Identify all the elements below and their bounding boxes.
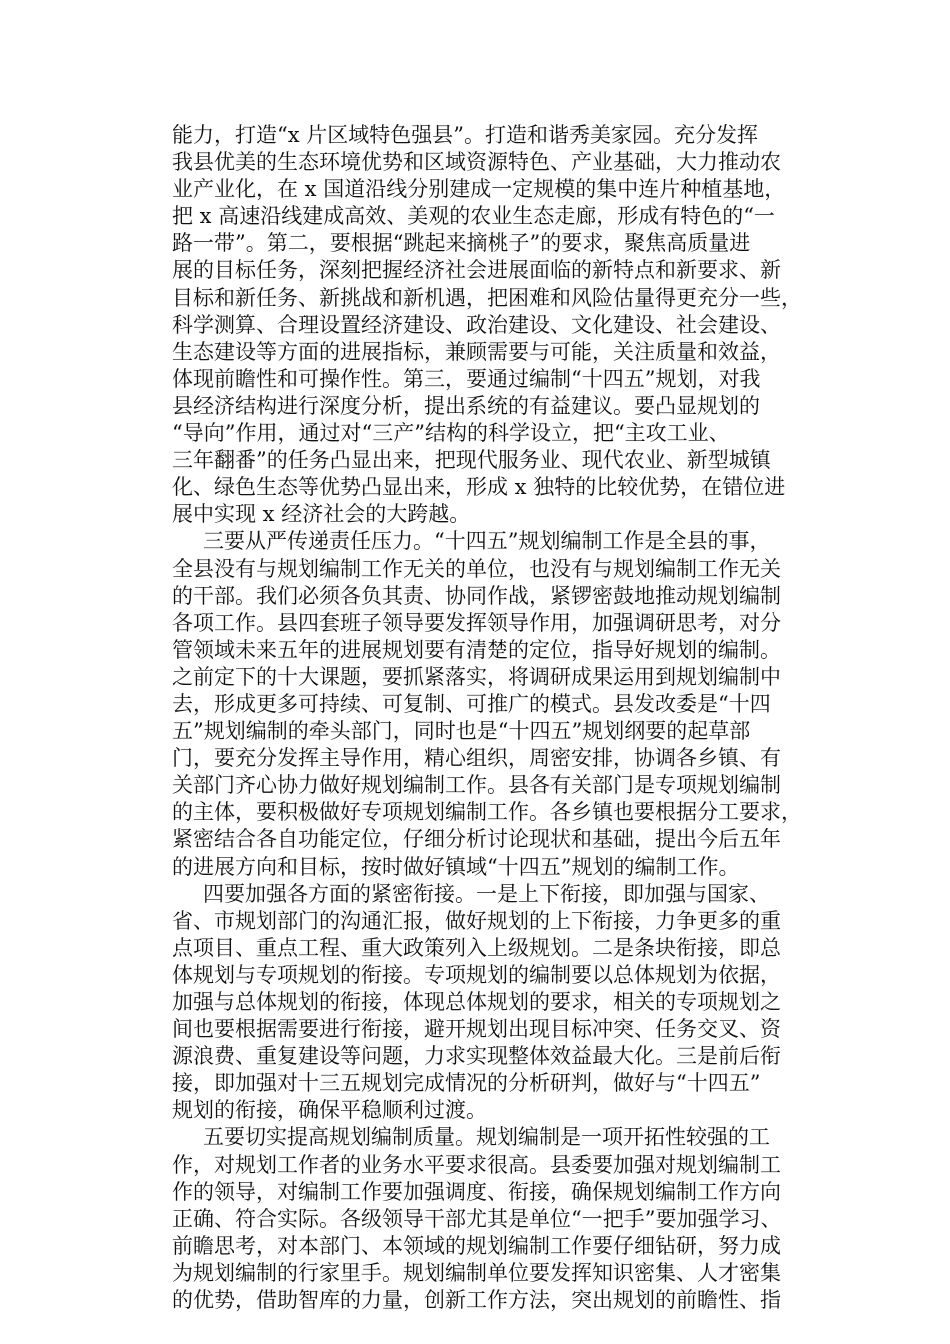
text-line: 展的目标任务，深刻把握经济社会进展面临的新特点和新要求、新	[172, 258, 781, 283]
text-line: 去，形成更多可持续、可复制、可推广的模式。县发改委是“十四	[172, 691, 771, 716]
text-line: 三要从严传递责任压力。“十四五”规划编制工作是全县的事，	[203, 529, 771, 554]
document-body	[172, 122, 805, 1314]
text-line: 的干部。我们必须各负其责、协同作战，紧锣密鼓地推动规划编制	[172, 583, 781, 608]
text-line: 能力，打造“x 片区域特色强县”。打造和谐秀美家园。充分发挥	[172, 123, 758, 147]
text-line: 三年翻番”的任务凸显出来，把现代服务业、现代农业、新型城镇	[172, 448, 771, 473]
text-line: 的进展方向和目标，按时做好镇域“十四五”规划的编制工作。	[172, 854, 740, 879]
text-line: 化、绿色生态等优势凸显出来，形成 x 独特的比较优势，在错位进	[172, 475, 786, 500]
text-line: 业产业化，在 x 国道沿线分别建成一定规模的集中连片种植基地，	[172, 177, 786, 202]
text-line: 各项工作。县四套班子领导要发挥领导作用，加强调研思考，对分	[172, 610, 781, 635]
text-line: 四要加强各方面的紧密衔接。一是上下衔接，即加强与国家、	[203, 881, 770, 906]
text-line: 规划的衔接，确保平稳顺利过渡。	[172, 1098, 487, 1123]
text-line: 作的领导，对编制工作要加强调度、衔接，确保规划编制工作方向	[172, 1179, 781, 1204]
text-line: 源浪费、重复建设等问题，力求实现整体效益最大化。三是前后衔	[172, 1044, 781, 1069]
paragraph	[172, 1124, 805, 1314]
text-line: 目标和新任务、新挑战和新机遇，把困难和风险估量得更充分一些，	[172, 285, 802, 310]
text-line: 之前定下的十大课题，要抓紧落实，将调研成果运用到规划编制中	[172, 664, 781, 689]
text-line: 接，即加强对十三五规划完成情况的分析研判，做好与“十四五”	[172, 1071, 761, 1096]
text-line: 县经济结构进行深度分析，提出系统的有益建议。要凸显规划的	[172, 393, 760, 418]
text-line: 前瞻思考，对本部门、本领域的规划编制工作要仔细钻研，努力成	[172, 1233, 781, 1258]
text-line: 生态建设等方面的进展指标，兼顾需要与可能，关注质量和效益，	[172, 339, 781, 364]
text-line: 全县没有与规划编制工作无关的单位，也没有与规划编制工作无关	[172, 556, 781, 581]
text-line: 的优势，借助智库的力量，创新工作方法，突出规划的前瞻性、指	[172, 1288, 781, 1313]
text-line: 门，要充分发挥主导作用，精心组织，周密安排，协调各乡镇、有	[172, 746, 781, 771]
text-line: 正确、符合实际。各级领导干部尤其是单位“一把手”要加强学习、	[172, 1206, 782, 1231]
text-line: 省、市规划部门的沟通汇报，做好规划的上下衔接，力争更多的重	[172, 908, 781, 933]
text-line: 的主体，要积极做好专项规划编制工作。各乡镇也要根据分工要求，	[172, 800, 802, 825]
text-line: “导向”作用，通过对“三产”结构的科学设立，把“主攻工业、	[172, 421, 730, 446]
text-line: 为规划编制的行家里手。规划编制单位要发挥知识密集、人才密集	[172, 1260, 781, 1285]
text-line: 体规划与专项规划的衔接。专项规划的编制要以总体规划为依据，	[172, 962, 781, 987]
text-line: 五”规划编制的牵头部门，同时也是“十四五”规划纲要的起草部	[172, 719, 751, 744]
text-line: 把 x 高速沿线建成高效、美观的农业生态走廊，形成有特色的“一	[172, 204, 775, 229]
text-line: 五要切实提高规划编制质量。规划编制是一项开拓性较强的工	[203, 1125, 770, 1150]
paragraph	[172, 881, 805, 1125]
text-line: 加强与总体规划的衔接，体现总体规划的要求，相关的专项规划之	[172, 990, 781, 1014]
text-line: 科学测算、合理设置经济建设、政治建设、文化建设、社会建设、	[172, 312, 781, 337]
paragraph	[172, 122, 805, 528]
text-line: 展中实现 x 经济社会的大跨越。	[172, 502, 471, 527]
text-line: 路一带”。第二，要根据“跳起来摘桃子”的要求，聚焦高质量进	[172, 231, 751, 256]
text-line: 我县优美的生态环境优势和区域资源特色、产业基础，大力推动农	[172, 150, 781, 175]
paragraph	[172, 528, 805, 880]
text-line: 间也要根据需要进行衔接，避开规划出现目标冲突、任务交叉、资	[172, 1017, 781, 1042]
text-line: 关部门齐心协力做好规划编制工作。县各有关部门是专项规划编制	[172, 773, 781, 798]
text-line: 体现前瞻性和可操作性。第三，要通过编制“十四五”规划，对我	[172, 366, 761, 391]
text-line: 作，对规划工作者的业务水平要求很高。县委要加强对规划编制工	[172, 1152, 781, 1177]
text-line: 点项目、重点工程、重大政策列入上级规划。二是条块衔接，即总	[172, 935, 781, 960]
text-line: 管领域未来五年的进展规划要有清楚的定位，指导好规划的编制。	[172, 637, 781, 662]
text-line: 紧密结合各自功能定位，仔细分析讨论现状和基础，提出今后五年	[172, 827, 781, 852]
